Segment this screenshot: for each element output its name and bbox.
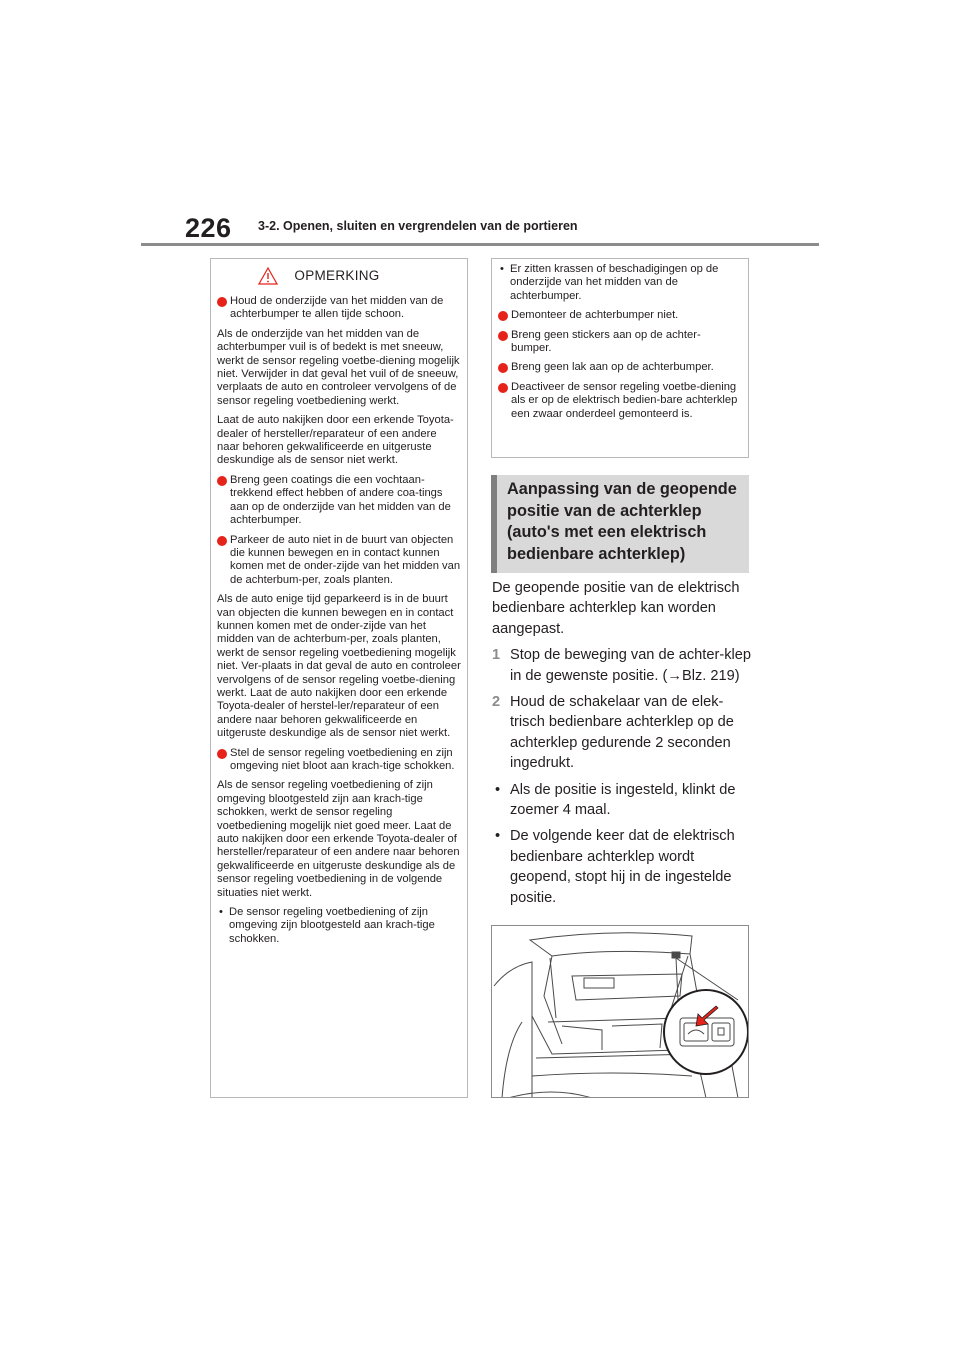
notice-box-left <box>210 258 468 1098</box>
notice-box-right <box>491 258 749 458</box>
bullet-dot-icon <box>498 331 508 341</box>
header-rule <box>141 243 819 246</box>
body-text <box>492 578 754 914</box>
notice-bullet: Breng geen stickers aan op de achter-bumper. <box>498 329 740 356</box>
page-number: 226 <box>185 213 232 243</box>
notice-bullet: Stel de sensor regeling voetbediening en zijn omgeving niet bloot aan krach-tige schokken. <box>217 747 461 774</box>
notice-paragraph: Als de onderzijde van het midden van de achterbumper vuil is of bedekt is met sneeuw, werkt de sensor regeling voetbe-diening mogelijk niet. Verwijder in dat geval het vuil of de sneeuw, verplaats de auto en controleer vervolgens of de sensor regeling voetbediening werkt. <box>217 327 460 407</box>
notice-header <box>217 265 461 287</box>
bullet-dot-icon <box>498 383 508 393</box>
info-bullet: • De volgende keer dat de elektrisch bedienbare achterklep wordt geopend, stopt hij in de ingestelde positie. <box>495 828 735 906</box>
bullet-dot-icon <box>498 363 508 373</box>
bullet-dot-icon <box>217 749 227 759</box>
bullet-dot-icon <box>217 476 227 486</box>
notice-bullet: Breng geen lak aan op de achterbumper. <box>498 361 740 374</box>
notice-sub-bullet: • De sensor regeling voetbediening of zijn omgeving zijn blootgesteld aan krach-tige schokken. <box>219 906 435 945</box>
notice-bullet: Parkeer de auto niet in de buurt van objecten die kunnen bewegen en in contact kunnen komen met de onder-zijde van het midden van de achterbum-per, zoals planten. <box>217 534 461 588</box>
info-bullet: • Als de positie is ingesteld, klinkt de zoemer 4 maal. <box>495 781 736 819</box>
notice-bullet: Houd de onderzijde van het midden van de achterbumper te allen tijde schoon. <box>217 295 461 322</box>
section-heading: Aanpassing van de geopende positie van de achterklep (auto's met een elektrisch bedienbare achterklep) <box>491 475 749 573</box>
step-1: 1 Stop de beweging van de achter-klep in de gewenste positie. (→Blz. 219) <box>492 647 751 684</box>
notice-title: OPMERKING <box>294 268 380 284</box>
section-title: 3-2. Openen, sluiten en vergrendelen van de portieren <box>258 219 578 233</box>
notice-bullet: Breng geen coatings die een vochtaan-trekkend effect hebben of andere coa-tings aan op de onderzijde van het midden van de achterbumper. <box>217 474 461 528</box>
open-tailgate-drawing <box>492 926 749 1098</box>
notice-bullet: Deactiveer de sensor regeling voetbe-diening als er op de elektrisch bedien-bare achterklep een zwaar onderdeel gemonteerd is. <box>498 381 740 421</box>
bullet-dot-icon <box>217 297 227 307</box>
bullet-dot-icon <box>498 311 508 321</box>
notice-paragraph: Laat de auto nakijken door een erkende Toyota-dealer of hersteller/reparateur of een andere naar behoren gekwalificeerde en uitgeruste deskundige als de sensor niet werkt. <box>217 414 454 467</box>
notice-sub-bullet: • Er zitten krassen of beschadigingen op de onderzijde van het midden van de achterbumper. <box>500 263 719 302</box>
notice-paragraph: Als de sensor regeling voetbediening of zijn omgeving blootgesteld zijn aan krach-tige schokken, werkt de sensor regeling voetbediening mogelijk niet goed meer. Laat de auto nakijken door een erkende Toyota-dealer of hersteller/reparateur of een andere naar behoren gekwalificeerde en uitgeruste deskundige als de sensor regeling voetbediening in de volgende situaties niet werkt. <box>217 779 460 899</box>
step-2: 2 Houd de schakelaar van de elek-trisch bedienbare achterklep op de achterklep gedurende 2 seconden ingedrukt. <box>492 694 734 772</box>
notice-paragraph: Als de auto enige tijd geparkeerd is in de buurt van objecten die kunnen bewegen en in contact kunnen komen met de onder-zijde van het midden van de achterbum-per, zoals planten, werkt de sensor regeling voetbediening mogelijk niet. Ver-plaats in dat geval de auto en controleer vervolgens of de sensor regeling voetbe-diening werkt. Laat de auto nakijken door een erkende Toyota-dealer of herstel-ler/reparateur of een andere naar behoren gekwalificeerde en uitgeruste deskundige als de sensor niet werkt. <box>217 593 461 740</box>
warning-triangle-icon <box>258 267 278 285</box>
notice-bullet: Demonteer de achterbumper niet. <box>498 309 740 322</box>
tailgate-illustration <box>491 925 749 1098</box>
bullet-dot-icon <box>217 536 227 546</box>
intro-paragraph: De geopende positie van de elektrisch bedienbare achterklep kan worden aangepast. <box>492 580 740 637</box>
